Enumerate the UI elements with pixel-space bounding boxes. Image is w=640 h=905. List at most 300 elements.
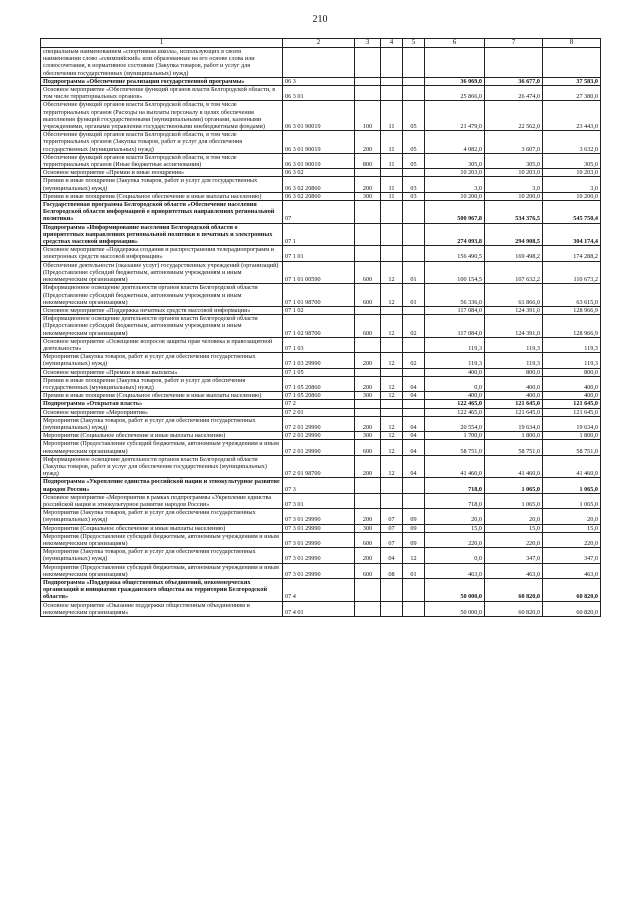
row-year1-cell: 50 000,0 [425,601,485,616]
row-code-cell: 06 3 01 90019 [283,153,355,168]
row-rz-cell [381,337,403,352]
row-year3-cell: 1 065,0 [543,478,601,493]
row-year1-cell: 274 093,8 [425,223,485,246]
row-year1-cell: 117 084,0 [425,315,485,338]
row-year3-cell: 63 615,0 [543,284,601,307]
row-year2-cell: 400,0 [485,392,543,400]
row-pr-cell: 04 [403,455,425,478]
row-rz-cell [381,223,403,246]
table-row [41,579,601,602]
row-vr-cell [355,337,381,352]
row-code-cell: 07 2 01 29990 [283,432,355,440]
row-name-cell: Обеспечение функций органов власти Белгородской области, в том числе территориальных органов (Закупка товаров, работ и услуг для обеспечения государственных (муниципальных) нужд) [41,131,283,154]
row-year3-cell [543,48,601,78]
row-name-cell: Мероприятия (Закупка товаров, работ и услуг для обеспечения государственных (муниципальных) нужд) [41,416,283,431]
row-code-cell: 07 3 01 29990 [283,524,355,532]
table-row [41,192,601,200]
row-year1-cell: 41 460,0 [425,455,485,478]
row-year3-cell: 800,0 [543,368,601,376]
row-year3-cell: 545 750,4 [543,201,601,224]
header-cell: 3 [355,39,381,48]
row-year1-cell: 3,0 [425,177,485,192]
row-vr-cell: 200 [355,548,381,563]
row-year1-cell: 220,0 [425,532,485,547]
row-pr-cell [403,408,425,416]
row-pr-cell [403,48,425,78]
budget-table [40,38,601,617]
row-code-cell: 06 3 01 90019 [283,131,355,154]
row-name-cell: Обеспечение деятельности (оказание услуг) государственных учреждений (организаций) (Предоставление субсидий бюджетным, автономным учреждениям и иным некоммерческим организациям) [41,261,283,284]
row-rz-cell: 11 [381,192,403,200]
row-rz-cell [381,77,403,85]
row-vr-cell [355,408,381,416]
row-code-cell: 06 3 02 [283,169,355,177]
row-year3-cell: 19 634,0 [543,416,601,431]
row-code-cell: 07 2 01 29990 [283,440,355,455]
row-name-cell: Обеспечение функций органов власти Белгородской области, в том числе территориальных органов (Иные бюджетные ассигнования) [41,153,283,168]
row-year2-cell: 26 474,0 [485,86,543,101]
table-row [41,432,601,440]
row-rz-cell [381,86,403,101]
row-vr-cell: 600 [355,261,381,284]
row-year2-cell: 294 908,5 [485,223,543,246]
row-year1-cell: 400,0 [425,392,485,400]
row-pr-cell [403,579,425,602]
row-year2-cell: 347,0 [485,548,543,563]
row-vr-cell [355,400,381,408]
row-rz-cell: 11 [381,131,403,154]
row-vr-cell: 300 [355,392,381,400]
row-year1-cell: 21 479,0 [425,101,485,131]
row-year1-cell: 0,0 [425,548,485,563]
table-row [41,306,601,314]
row-code-cell: 07 1 03 [283,337,355,352]
row-name-cell: Мероприятия (Социальное обеспечение и иные выплаты населению) [41,524,283,532]
row-year1-cell: 119,3 [425,337,485,352]
row-name-cell: Мероприятия (Закупка товаров, работ и услуг для обеспечения государственных (муниципальных) нужд) [41,353,283,368]
row-rz-cell [381,408,403,416]
row-year1-cell: 20,0 [425,509,485,524]
table-row [41,376,601,391]
row-year3-cell: 119,3 [543,337,601,352]
row-code-cell: 06 3 02 20860 [283,177,355,192]
row-rz-cell [381,579,403,602]
row-rz-cell [381,201,403,224]
row-pr-cell: 01 [403,261,425,284]
table-row [41,337,601,352]
row-rz-cell: 07 [381,524,403,532]
row-vr-cell [355,368,381,376]
table-row [41,478,601,493]
table-row [41,261,601,284]
row-name-cell: Мероприятия (Закупка товаров, работ и услуг для обеспечения государственных (муниципальных) нужд) [41,548,283,563]
header-cell: 1 [41,39,283,48]
row-vr-cell [355,86,381,101]
row-vr-cell: 300 [355,524,381,532]
row-name-cell: Премии и иные поощрения (Закупка товаров, работ и услуг для государственных (муниципальных) нужд) [41,177,283,192]
table-row [41,392,601,400]
row-code-cell: 07 2 01 29990 [283,416,355,431]
table-row [41,408,601,416]
row-year2-cell: 119,3 [485,337,543,352]
row-pr-cell: 05 [403,153,425,168]
table-row [41,48,601,78]
header-cell: 4 [381,39,403,48]
table-row [41,353,601,368]
row-name-cell: Подпрограмма «Информирование населения Белгородской области о приоритетных направлениях региональной политики в печатных и электронных средствах массовой информации» [41,223,283,246]
row-year3-cell: 121 645,0 [543,408,601,416]
header-cell: 7 [485,39,543,48]
row-pr-cell [403,400,425,408]
row-name-cell: Информационное освещение деятельности органов власти Белгородской области (Предоставление субсидий бюджетным, автономным учреждениям и иным некоммерческим организациям) [41,315,283,338]
row-year1-cell: 117 084,0 [425,306,485,314]
row-rz-cell [381,493,403,508]
row-vr-cell: 100 [355,101,381,131]
row-year3-cell: 58 751,0 [543,440,601,455]
row-year3-cell: 41 460,0 [543,455,601,478]
row-pr-cell: 09 [403,524,425,532]
row-code-cell: 07 4 01 [283,601,355,616]
row-pr-cell: 04 [403,392,425,400]
row-year2-cell: 60 820,0 [485,579,543,602]
row-vr-cell [355,169,381,177]
row-vr-cell: 800 [355,153,381,168]
row-code-cell: 07 2 [283,400,355,408]
row-name-cell: специальным наименованием «спортивная школа», использующих в своем наименовании слово «олимпийский» или образованные на его основе слова или словосочетания, в нормативное состояние (Закупка товаров, работ и услуг для обеспечения государственных (муниципальных) нужд) [41,48,283,78]
row-rz-cell [381,169,403,177]
row-rz-cell [381,368,403,376]
row-year3-cell: 10 203,0 [543,169,601,177]
row-year2-cell: 121 645,0 [485,400,543,408]
row-year2-cell: 10 200,0 [485,192,543,200]
row-rz-cell: 12 [381,432,403,440]
row-year1-cell: 0,0 [425,376,485,391]
table-row [41,532,601,547]
row-year2-cell: 119,3 [485,353,543,368]
row-pr-cell: 04 [403,440,425,455]
row-vr-cell [355,48,381,78]
row-rz-cell: 12 [381,353,403,368]
row-year2-cell: 1 800,0 [485,432,543,440]
table-row [41,493,601,508]
row-year1-cell: 4 082,0 [425,131,485,154]
row-year3-cell: 1 065,0 [543,493,601,508]
row-name-cell: Премии и иные поощрения (Социальное обеспечение и иные выплаты населению) [41,392,283,400]
row-pr-cell [403,223,425,246]
row-code-cell: 07 1 [283,223,355,246]
row-pr-cell [403,601,425,616]
row-name-cell: Премии и иные поощрения (Закупка товаров, работ и услуг для обеспечения государственных (муниципальных) нужд) [41,376,283,391]
row-year2-cell: 20,0 [485,509,543,524]
row-pr-cell: 09 [403,532,425,547]
row-name-cell: Основное мероприятие «Премии и иные поощрения» [41,169,283,177]
row-year3-cell: 119,3 [543,353,601,368]
row-vr-cell [355,77,381,85]
row-pr-cell [403,306,425,314]
row-year1-cell: 156 490,5 [425,246,485,261]
row-year2-cell: 400,0 [485,376,543,391]
row-year2-cell: 15,0 [485,524,543,532]
table-row [41,86,601,101]
row-rz-cell: 12 [381,315,403,338]
table-row [41,246,601,261]
row-name-cell: Основное мероприятие «Поддержка создания и распространения телерадиопрограмм и электронных средств массовой информации» [41,246,283,261]
row-year3-cell: 20,0 [543,509,601,524]
row-name-cell: Основное мероприятие «Мероприятия» [41,408,283,416]
row-code-cell: 07 1 05 [283,368,355,376]
row-code-cell: 07 3 01 29990 [283,509,355,524]
row-pr-cell [403,246,425,261]
row-year2-cell: 22 562,0 [485,101,543,131]
row-year1-cell: 10 203,0 [425,169,485,177]
table-row [41,101,601,131]
row-name-cell: Премии и иные поощрения (Социальное обеспечение и иные выплаты населению) [41,192,283,200]
row-vr-cell: 600 [355,315,381,338]
row-pr-cell: 04 [403,432,425,440]
row-name-cell: Обеспечение функций органов власти Белгородской области, в том числе территориальных органов (Расходы на выплаты персоналу в целях обеспечения выполнения функций государственными (муниципальными) органами, казенными учреждениями, органами управления государственными внебюджетными фондами) [41,101,283,131]
row-name-cell: Подпрограмма «Поддержка общественных объединений, некоммерческих организаций и инициатив гражданского общества на территории Белгородской области» [41,579,283,602]
row-year2-cell: 220,0 [485,532,543,547]
row-code-cell: 07 2 01 [283,408,355,416]
row-year2-cell: 61 866,0 [485,284,543,307]
row-code-cell: 07 1 02 98700 [283,315,355,338]
row-year1-cell: 58 751,0 [425,440,485,455]
row-pr-cell [403,337,425,352]
row-year3-cell: 121 645,0 [543,400,601,408]
row-year1-cell: 122 465,0 [425,408,485,416]
row-year2-cell: 305,0 [485,153,543,168]
page-number: 210 [312,14,328,25]
header-cell: 5 [403,39,425,48]
row-pr-cell [403,201,425,224]
row-vr-cell [355,223,381,246]
row-year3-cell: 305,0 [543,153,601,168]
row-code-cell: 06 3 01 [283,86,355,101]
row-year2-cell: 58 751,0 [485,440,543,455]
row-name-cell: Мероприятия (Предоставление субсидий бюджетным, автономным учреждениям и иным некоммерческим организациям) [41,532,283,547]
row-year2-cell: 124 391,0 [485,306,543,314]
table-row [41,440,601,455]
row-year3-cell: 400,0 [543,376,601,391]
row-year3-cell: 60 820,0 [543,579,601,602]
row-pr-cell: 04 [403,376,425,391]
row-name-cell: Мероприятия (Предоставление субсидий бюджетным, автономным учреждениям и иным некоммерческим организациям) [41,440,283,455]
row-rz-cell: 08 [381,563,403,578]
row-name-cell: Государственная программа Белгородской области «Обеспечение населения Белгородской области информацией о приоритетных направлениях региональной политики» [41,201,283,224]
row-vr-cell: 200 [355,353,381,368]
row-year1-cell: 500 967,8 [425,201,485,224]
header-cell: 2 [283,39,355,48]
row-year2-cell: 10 203,0 [485,169,543,177]
row-code-cell: 07 1 01 00590 [283,261,355,284]
row-pr-cell: 02 [403,315,425,338]
row-code-cell: 07 1 05 20860 [283,376,355,391]
row-vr-cell [355,493,381,508]
row-code-cell: 07 3 01 [283,493,355,508]
row-vr-cell: 200 [355,376,381,391]
table-row [41,601,601,616]
row-name-cell: Основное мероприятие «Премии и иные выплаты» [41,368,283,376]
row-rz-cell: 12 [381,455,403,478]
row-vr-cell: 200 [355,131,381,154]
row-year1-cell: 400,0 [425,368,485,376]
row-year3-cell: 3 632,0 [543,131,601,154]
row-year3-cell: 23 443,0 [543,101,601,131]
row-rz-cell [381,601,403,616]
row-pr-cell: 09 [403,509,425,524]
row-year2-cell: 1 065,0 [485,493,543,508]
row-vr-cell: 200 [355,177,381,192]
row-vr-cell [355,579,381,602]
row-year3-cell: 128 966,9 [543,306,601,314]
row-year2-cell [485,48,543,78]
table-row [41,201,601,224]
row-pr-cell [403,493,425,508]
row-year2-cell: 1 065,0 [485,478,543,493]
row-rz-cell: 04 [381,548,403,563]
row-pr-cell: 01 [403,563,425,578]
table-row [41,315,601,338]
row-rz-cell [381,48,403,78]
row-rz-cell: 12 [381,376,403,391]
row-year3-cell: 27 380,0 [543,86,601,101]
row-name-cell: Мероприятия (Предоставление субсидий бюджетным, автономным учреждениям и иным некоммерческим организациям) [41,563,283,578]
row-name-cell: Подпрограмма «Укрепление единства российской нации и этнокультурное развитие народов России» [41,478,283,493]
row-year3-cell: 37 583,0 [543,77,601,85]
row-year1-cell: 718,0 [425,493,485,508]
row-rz-cell: 07 [381,509,403,524]
header-cell: 8 [543,39,601,48]
row-year3-cell: 60 820,0 [543,601,601,616]
row-rz-cell [381,400,403,408]
row-year1-cell: 10 200,0 [425,192,485,200]
row-year1-cell: 305,0 [425,153,485,168]
row-code-cell: 07 2 01 98700 [283,455,355,478]
table-row [41,509,601,524]
row-year1-cell: 100 154,5 [425,261,485,284]
row-name-cell: Основное мероприятие «Мероприятия в рамках подпрограммы «Укрепление единства российской нации и этнокультурное развитие народов России» [41,493,283,508]
row-code-cell: 07 1 01 98700 [283,284,355,307]
row-year2-cell: 169 498,2 [485,246,543,261]
row-name-cell: Основное мероприятие «Освещение вопросов защиты прав человека и правозащитной деятельности» [41,337,283,352]
row-year2-cell: 800,0 [485,368,543,376]
row-vr-cell [355,601,381,616]
row-year2-cell: 124 391,0 [485,315,543,338]
row-year3-cell: 304 174,4 [543,223,601,246]
row-vr-cell: 600 [355,440,381,455]
table-header-row [41,39,601,48]
row-year3-cell: 110 673,2 [543,261,601,284]
table-row [41,177,601,192]
row-year1-cell: 56 336,0 [425,284,485,307]
row-vr-cell: 200 [355,455,381,478]
row-rz-cell: 11 [381,101,403,131]
row-year1-cell: 463,0 [425,563,485,578]
row-year2-cell: 41 460,0 [485,455,543,478]
row-year1-cell: 25 866,0 [425,86,485,101]
row-name-cell: Информационное освещение деятельности органов власти Белгородской области (Предоставление субсидий бюджетным, автономным учреждениям и иным некоммерческим организациям) [41,284,283,307]
row-pr-cell: 05 [403,131,425,154]
row-rz-cell: 11 [381,177,403,192]
row-year1-cell: 119,3 [425,353,485,368]
row-rz-cell: 12 [381,416,403,431]
row-year2-cell: 463,0 [485,563,543,578]
table-row [41,400,601,408]
row-code-cell: 07 [283,201,355,224]
row-name-cell: Подпрограмма «Обеспечение реализации государственной программы» [41,77,283,85]
row-rz-cell: 12 [381,392,403,400]
row-pr-cell: 03 [403,177,425,192]
row-vr-cell: 600 [355,532,381,547]
row-year1-cell: 1 700,0 [425,432,485,440]
row-rz-cell: 12 [381,440,403,455]
row-pr-cell [403,169,425,177]
row-code-cell: 06 3 01 90019 [283,101,355,131]
row-code-cell: 07 3 [283,478,355,493]
row-pr-cell: 03 [403,192,425,200]
row-code-cell [283,48,355,78]
row-year2-cell: 534 376,5 [485,201,543,224]
row-pr-cell: 04 [403,416,425,431]
row-vr-cell [355,478,381,493]
row-year2-cell: 19 634,0 [485,416,543,431]
row-year3-cell: 15,0 [543,524,601,532]
row-year2-cell: 107 632,2 [485,261,543,284]
row-code-cell: 07 3 01 29990 [283,532,355,547]
row-name-cell: Подпрограмма «Открытая власть» [41,400,283,408]
table-row [41,131,601,154]
table-row [41,77,601,85]
row-name-cell: Основное мероприятие «Оказание поддержки общественным объединениям и некоммерческим организациям» [41,601,283,616]
row-code-cell: 07 1 01 [283,246,355,261]
table-row [41,169,601,177]
row-vr-cell [355,306,381,314]
row-year3-cell: 463,0 [543,563,601,578]
row-year3-cell: 1 800,0 [543,432,601,440]
row-pr-cell: 05 [403,101,425,131]
row-year3-cell: 347,0 [543,548,601,563]
row-pr-cell [403,478,425,493]
row-year1-cell: 718,0 [425,478,485,493]
row-year3-cell: 220,0 [543,532,601,547]
row-rz-cell: 11 [381,153,403,168]
row-pr-cell: 01 [403,284,425,307]
row-year1-cell: 20 554,0 [425,416,485,431]
row-name-cell: Мероприятия (Социальное обеспечение и иные выплаты населению) [41,432,283,440]
row-name-cell: Основное мероприятие «Обеспечение функций органов власти Белгородской области, в том числе территориальных органов» [41,86,283,101]
row-year1-cell: 36 069,0 [425,77,485,85]
row-code-cell: 07 1 03 29990 [283,353,355,368]
row-year2-cell: 121 645,0 [485,408,543,416]
table-row [41,548,601,563]
row-vr-cell: 200 [355,416,381,431]
row-vr-cell [355,246,381,261]
row-name-cell: Информационное освещение деятельности органов власти Белгородской области (Закупка товаров, работ и услуг для обеспечения государственных (муниципальных) нужд) [41,455,283,478]
row-year3-cell: 128 966,9 [543,315,601,338]
row-name-cell: Основное мероприятие «Поддержка печатных средств массовой информации» [41,306,283,314]
row-rz-cell [381,478,403,493]
row-code-cell: 07 3 01 29990 [283,548,355,563]
row-rz-cell: 12 [381,261,403,284]
row-code-cell: 07 1 02 [283,306,355,314]
row-pr-cell [403,368,425,376]
row-year1-cell: 122 465,0 [425,400,485,408]
row-code-cell: 07 3 01 29990 [283,563,355,578]
row-rz-cell: 12 [381,284,403,307]
row-name-cell: Мероприятия (Закупка товаров, работ и услуг для обеспечения государственных (муниципальных) нужд) [41,509,283,524]
table-row [41,455,601,478]
row-year2-cell: 36 677,0 [485,77,543,85]
